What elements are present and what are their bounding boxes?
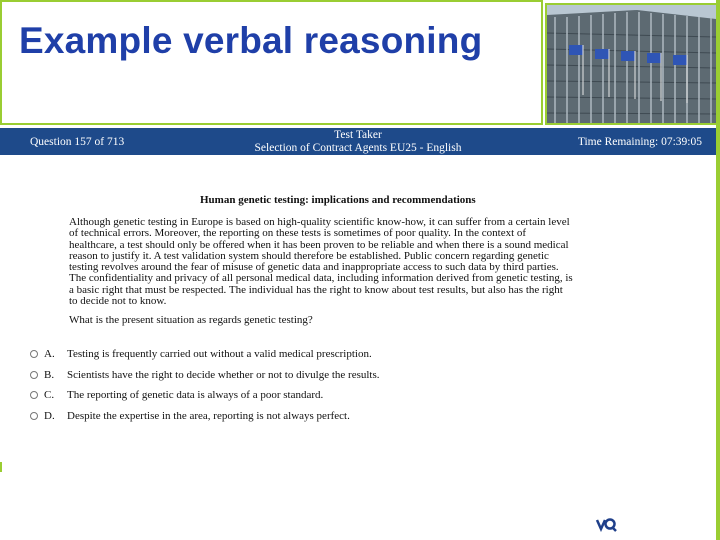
option-letter: C. [44,389,55,401]
radio-button-icon[interactable] [30,391,38,399]
building-image [547,5,716,123]
option-letter: A. [44,348,55,360]
test-taker-label: Test Taker [334,129,382,141]
logo-mark-icon [595,516,619,537]
passage-line: reason to justify it. A test validation system should therefore be established. Public concern regarding genetic [69,249,549,262]
slide-title: Example verbal reasoning [19,20,483,61]
passage-line: testing revolves around the fear of misuse of genetic data and inappropriate access to such data by third parties. [69,261,559,274]
time-remaining: Time Remaining: 07:39:05 [577,136,702,148]
question-counter: Question 157 of 713 [30,136,125,148]
passage-line: to decide not to know. [69,295,167,308]
option-letter: B. [44,368,55,381]
passage-text [69,217,664,307]
logo-mark-svg [595,516,619,532]
passage-line: healthcare, a test should only be offered when it has been proven to be reliable and when there is a sound medical [69,238,569,251]
passage-title: Human genetic testing: implications and recommendations [200,194,476,206]
option-text: Testing is frequently carried out without a valid medical prescription. [67,348,372,360]
option-text: Despite the expertise in the area, reporting is not always perfect. [67,409,350,422]
title-box [0,0,543,125]
test-name: Selection of Contract Agents EU25 - English [254,142,462,154]
eu-building-photo [545,3,718,125]
passage-line: a basic right that must be respected. The individual has the right to know about test results, but also has the right [69,283,563,296]
accent-mark [0,462,2,472]
question-text: What is the present situation as regards genetic testing? [69,314,313,326]
option-letter: D. [44,409,55,422]
radio-button-icon[interactable] [30,371,38,379]
test-header-banner [0,128,716,155]
radio-button-icon[interactable] [30,412,38,420]
passage-line: The confidentiality and privacy of all personal medical data, including information derived from genetic testing, is [69,272,573,285]
accent-strip [716,0,720,540]
option-text: The reporting of genetic data is always of a poor standard. [67,389,324,401]
passage-line: Although genetic testing in Europe is based on high-quality scientific know-how, it can suffer from a certain level [69,216,570,228]
radio-button-icon[interactable] [30,350,38,358]
passage-line: of technical errors. Moreover, the reporting on these tests is sometimes of poor quality. In the context of [69,227,527,240]
option-text: Scientists have the right to decide whether or not to divulge the results. [67,368,380,381]
